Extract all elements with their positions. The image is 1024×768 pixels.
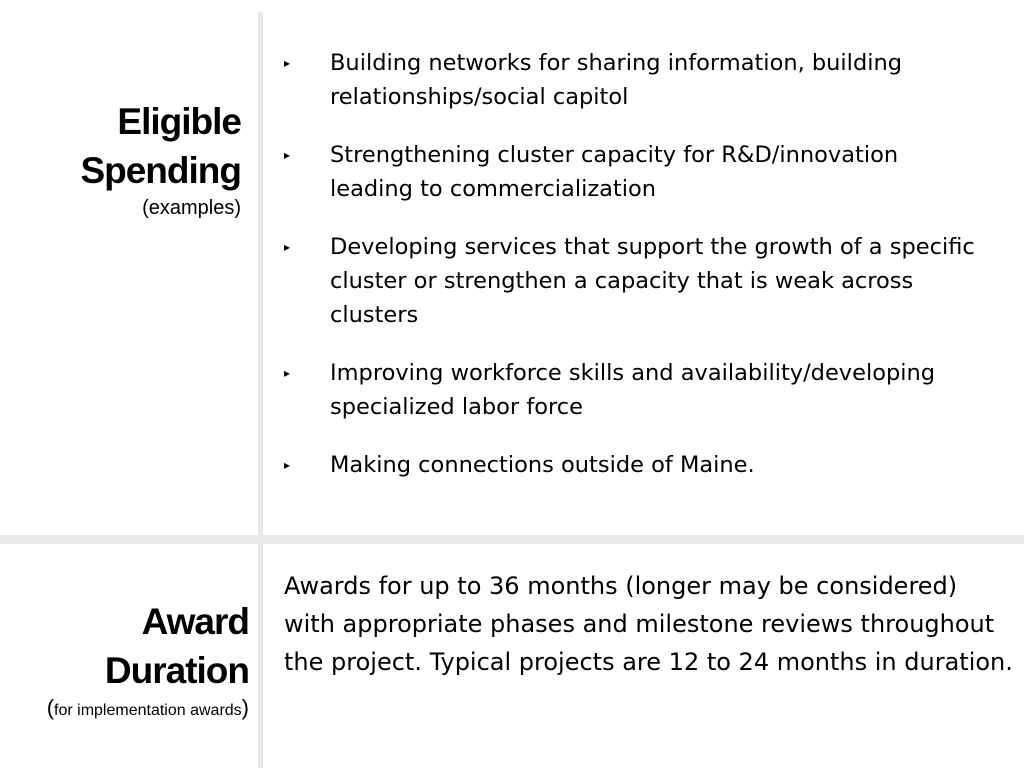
award-duration-title-line1: Award — [141, 601, 249, 642]
award-duration-subtitle — [0, 695, 249, 724]
bullet-triangle-icon: ▸ — [284, 240, 291, 254]
list-item-text: Developing services that support the growth of a specific cluster or strengthen a capacity that is weak across clusters — [330, 234, 975, 328]
subtitle-text: for implementation awards — [54, 702, 242, 719]
bullet-triangle-icon: ▸ — [284, 148, 291, 162]
award-duration-heading — [0, 597, 249, 724]
bullet-triangle-icon: ▸ — [284, 366, 291, 380]
list-item — [284, 356, 984, 424]
list-item — [284, 138, 984, 206]
list-item-text: Strengthening cluster capacity for R&D/innovation leading to commercialization — [330, 142, 899, 202]
list-item-text: Improving workforce skills and availability/developing specialized labor force — [330, 360, 936, 420]
award-duration-title-line2: Duration — [104, 650, 249, 691]
bullet-triangle-icon: ▸ — [284, 458, 291, 472]
eligible-spending-title-line1: Eligible — [117, 101, 241, 142]
list-item-text: Building networks for sharing information, building relationships/social capitol — [330, 50, 903, 110]
list-item — [284, 46, 984, 114]
subtitle-close-paren: ) — [241, 695, 249, 720]
eligible-spending-title-line2: Spending — [80, 150, 241, 191]
horizontal-divider — [0, 535, 1024, 544]
eligible-spending-list — [284, 46, 984, 506]
eligible-spending-subtitle: (examples) — [142, 197, 241, 219]
list-item — [284, 448, 984, 482]
bullet-triangle-icon: ▸ — [284, 56, 291, 70]
vertical-divider — [258, 12, 263, 768]
eligible-spending-heading — [0, 97, 241, 221]
subtitle-open-paren: ( — [46, 695, 55, 720]
award-duration-description: Awards for up to 36 months (longer may be considered) with appropriate phases and milestone reviews throughout the project. Typical projects are 12 to 24 months in duration. — [284, 572, 1013, 676]
list-item — [284, 230, 984, 332]
list-item-text: Making connections outside of Maine. — [330, 452, 755, 478]
